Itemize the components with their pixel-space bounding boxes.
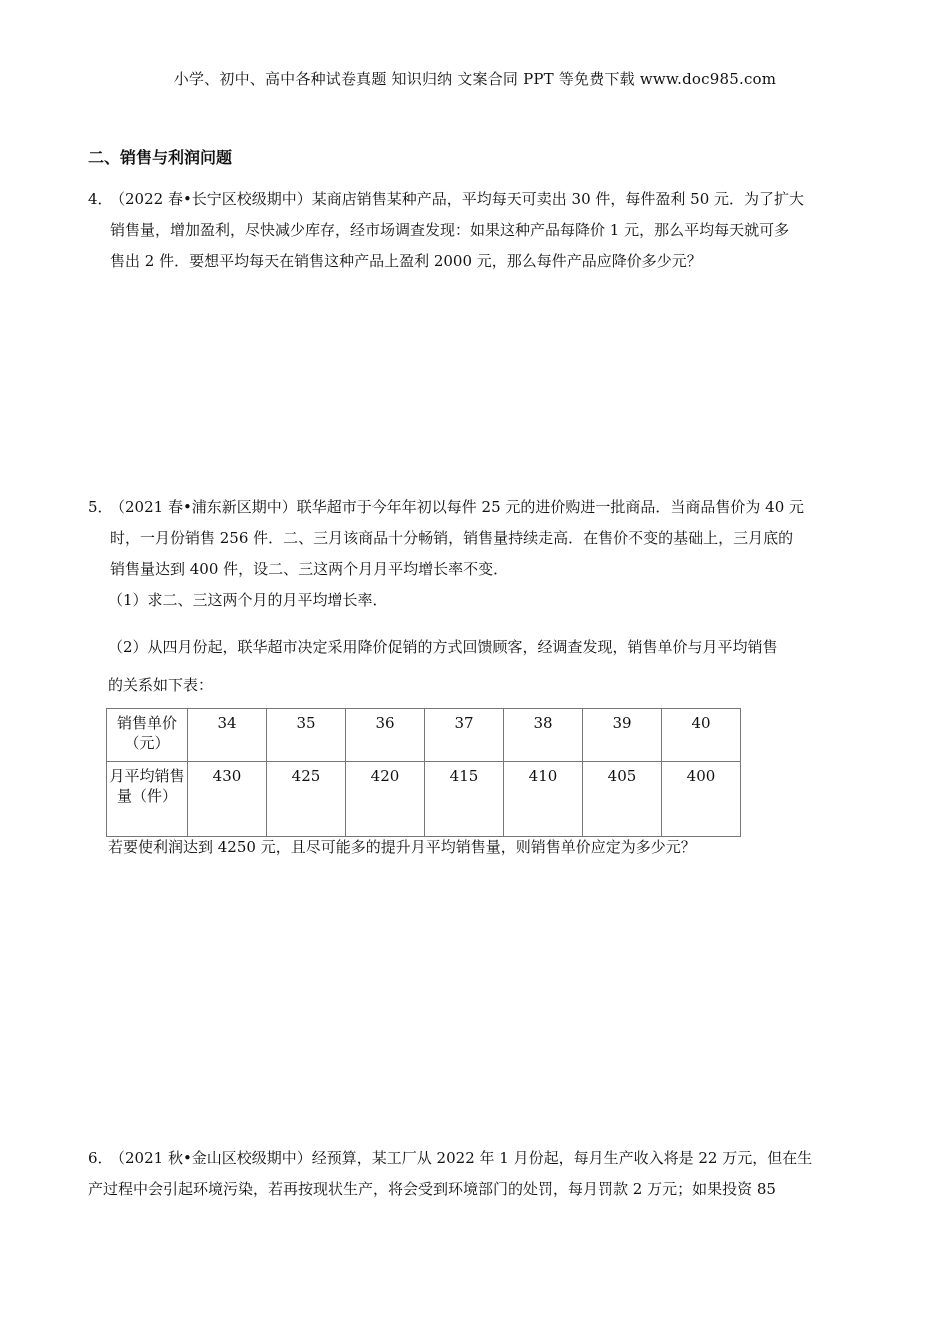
table-cell-price: 40 bbox=[662, 709, 741, 762]
question-5-part-2-line-1: （2）从四月份起，联华超市决定采用降价促销的方式回馈顾客，经调查发现，销售单价与月平均销售 bbox=[108, 638, 778, 656]
question-6-line-1: 6．（2021 秋•金山区校级期中）经预算，某工厂从 2022 年 1 月份起，每月生产收入将是 22 万元，但在生 bbox=[88, 1143, 866, 1174]
table-row-volume bbox=[107, 762, 741, 837]
table-cell-price: 36 bbox=[346, 709, 425, 762]
question-5-line-3: 销售量达到 400 件，设二、三这两个月月平均增长率不变． bbox=[110, 560, 509, 578]
question-4-line-1: 4．（2022 春•长宁区校级期中）某商店销售某种产品，平均每天可卖出 30 件，每件盈利 50 元．为了扩大 bbox=[88, 184, 866, 215]
question-5-number: 5． bbox=[88, 498, 113, 516]
question-6-line-2: 产过程中会引起环境污染，若再按现状生产，将会受到环境部门的处罚，每月罚款 2 万元；如果投资 85 bbox=[88, 1180, 776, 1198]
table-cell-volume: 400 bbox=[662, 762, 741, 837]
question-4-line-3: 售出 2 件．要想平均每天在销售这种产品上盈利 2000 元，那么每件产品应降价多少元？ bbox=[110, 252, 702, 270]
table-cell-volume: 430 bbox=[188, 762, 267, 837]
table-cell-price: 37 bbox=[425, 709, 504, 762]
table-row-price bbox=[107, 709, 741, 762]
table-cell-price: 35 bbox=[267, 709, 346, 762]
table-cell-price: 39 bbox=[583, 709, 662, 762]
question-6-number: 6． bbox=[88, 1149, 113, 1167]
table-cell-volume: 425 bbox=[267, 762, 346, 837]
table-header-volume: 月平均销售量（件） bbox=[107, 762, 188, 837]
table-cell-price: 34 bbox=[188, 709, 267, 762]
question-4-line-2: 销售量，增加盈利，尽快减少库存，经市场调查发现：如果这种产品每降价 1 元，那么平均每天就可多 bbox=[110, 221, 790, 239]
table-header-price: 销售单价（元） bbox=[107, 709, 188, 762]
page-header: 小学、初中、高中各种试卷真题 知识归纳 文案合同 PPT 等免费下载 www.doc985.com bbox=[173, 70, 777, 88]
table-cell-volume: 410 bbox=[504, 762, 583, 837]
table-cell-volume: 405 bbox=[583, 762, 662, 837]
question-5-part-1: （1）求二、三这两个月的月平均增长率． bbox=[108, 591, 388, 609]
question-4 bbox=[88, 184, 866, 277]
table-cell-price: 38 bbox=[504, 709, 583, 762]
question-5-line-1: 5．（2021 春•浦东新区期中）联华超市于今年年初以每件 25 元的进价购进一批商品．当商品售价为 40 元 bbox=[88, 492, 866, 523]
question-5-final-question: 若要使利润达到 4250 元，且尽可能多的提升月平均销售量，则销售单价应定为多少元？ bbox=[108, 838, 696, 856]
question-6 bbox=[88, 1143, 866, 1205]
table-cell-volume: 415 bbox=[425, 762, 504, 837]
section-title: 二、销售与利润问题 bbox=[88, 148, 233, 167]
price-volume-table bbox=[106, 708, 741, 837]
question-5-part-2-line-2: 的关系如下表： bbox=[108, 676, 214, 694]
question-5 bbox=[88, 492, 866, 585]
question-5-line-2: 时，一月份销售 256 件．二、三月该商品十分畅销，销售量持续走高．在售价不变的基础上，三月底的 bbox=[110, 529, 794, 547]
table-cell-volume: 420 bbox=[346, 762, 425, 837]
question-4-number: 4． bbox=[88, 190, 113, 208]
